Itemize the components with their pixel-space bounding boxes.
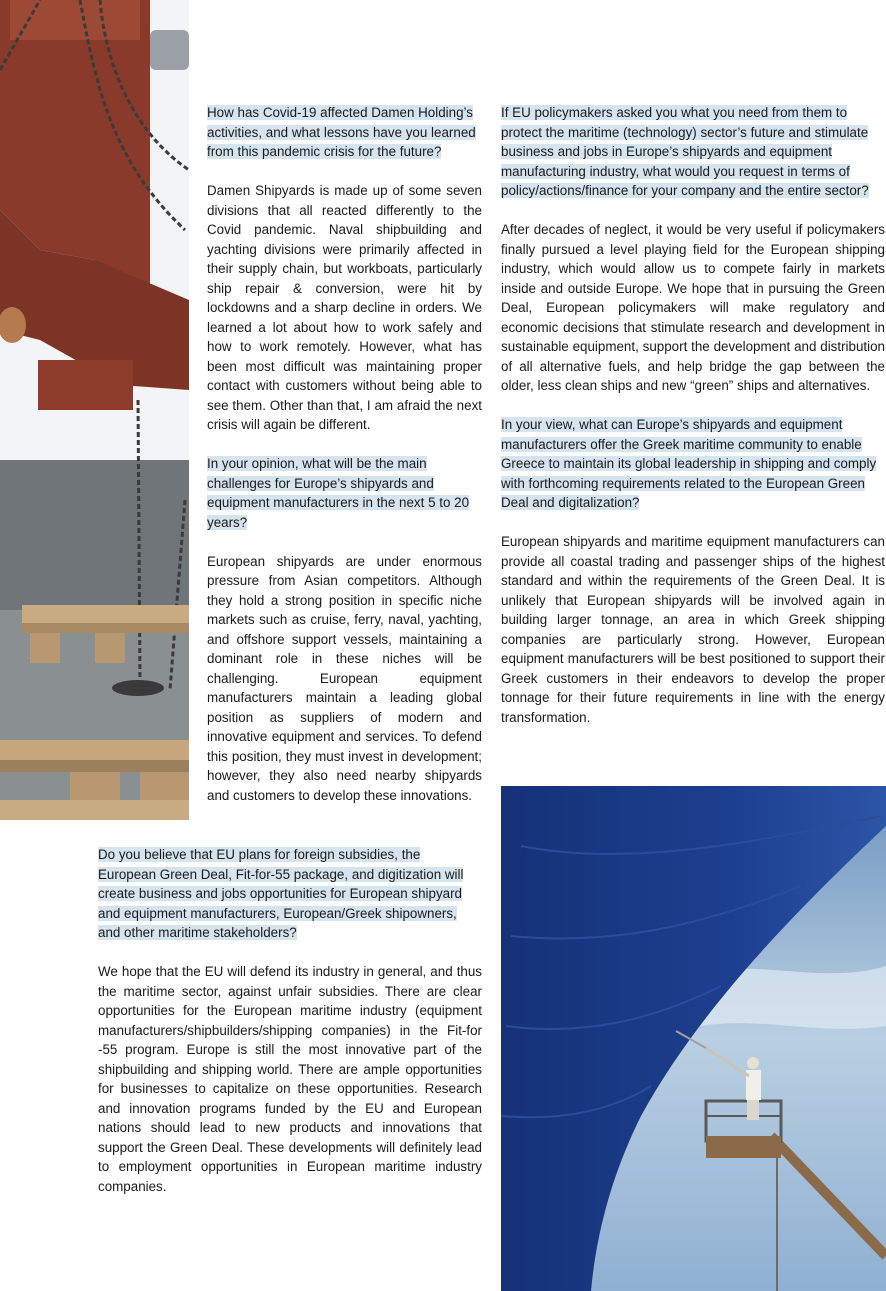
right-column	[501, 103, 885, 747]
question-heading: Do you believe that EU plans for foreign subsidies, the European Green Deal, Fit-for-55 package, and digitization will create business and jobs opportunities for European shipyard and equipment manufacturers, European/Greek shipowners, and other maritime stakeholders?	[98, 847, 464, 940]
question-heading: In your opinion, what will be the main challenges for Europe’s shipyards and equipment manufacturers in the next 5 to 20 years?	[207, 456, 470, 530]
ship-part-photo	[0, 0, 189, 820]
question-heading: In your view, what can Europe’s shipyards and equipment manufacturers offer the Greek maritime community to enable Greece to maintain its global leadership in shipping and comply with forthcoming requirements related to the European Green Deal and digitalization?	[501, 417, 877, 510]
answer-paragraph: We hope that the EU will defend its industry in general, and thus the maritime sector, against unfair subsidies. There are clear opportunities for the European maritime industry (equipment manufacturers/shipbuilders/shipping companies) in the Fit-for -55 program. Europe is still the most innovative part of the shipbuilding and shipping world. There are ample opportunities for businesses to capitalize on these opportunities. Research and innovation programs funded by the EU and European nations should lead to new products and innovations that support the Green Deal. These developments will definitely lead to employment opportunities in European maritime industry companies.	[98, 964, 482, 1194]
answer-paragraph: European shipyards and maritime equipment manufacturers can provide all coastal trading and passenger ships of the highest standard and within the requirements of the Green Deal. It is unlikely that European shipyards will be involved again in building larger tonnage, an area in which Greek shipping companies are particularly strong. However, European equipment manufacturers will be best positioned to support their Greek customers in their endeavors to develop the proper tonnage for their future requirements in line with the energy transformation.	[501, 534, 885, 725]
question-heading: If EU policymakers asked you what you need from them to protect the maritime (technology) sector’s future and stimulate business and jobs in Europe’s shipyards and equipment manufacturing industry, what would you request in terms of policy/actions/finance for your company and the entire sector?	[501, 105, 869, 198]
left-column-bottom	[98, 845, 482, 1216]
answer-paragraph: After decades of neglect, it would be very useful if policymakers finally pursued a level playing field for the European shipping industry, which would allow us to compete fairly in markets inside and outside Europe. We hope that in pursuing the Green Deal, European policymakers will make regulatory and economic decisions that stimulate research and development in sustainable equipment, support the development and distribution of all alternative fuels, and help bridge the gap between the older, less clean ships and new “green” ships and alternatives.	[501, 222, 885, 393]
question-heading: How has Covid-19 affected Damen Holding’s activities, and what lessons have you learned from this pandemic crisis for the future?	[207, 105, 476, 159]
left-column-top	[207, 103, 482, 825]
answer-paragraph: Damen Shipyards is made up of some seven divisions that all reacted differently to the Covid pandemic. Naval shipbuilding and yachting divisions were primarily affected in their supply chain, but workboats, particularly ship repair & conversion, were hit by lockdowns and a sharp decline in orders. We learned a lot about how to work safely and how to work remotely. However, what has been most difficult was maintaining proper contact with customers without being able to see them. Other than that, I am afraid the next crisis will again be different.	[207, 183, 482, 432]
ship-hull-photo	[501, 786, 886, 1291]
answer-paragraph: European shipyards are under enormous pressure from Asian competitors. Although they hold a strong position in specific niche markets such as cruise, ferry, naval, yachting, and offshore support vessels, maintaining a dominant role in these niches will be challenging. European equipment manufacturers maintain a leading global position as suppliers of modern and innovative equipment and services. To defend this position, they must invest in development; however, they also need nearby shipyards and customers to develop these innovations.	[207, 553, 482, 803]
